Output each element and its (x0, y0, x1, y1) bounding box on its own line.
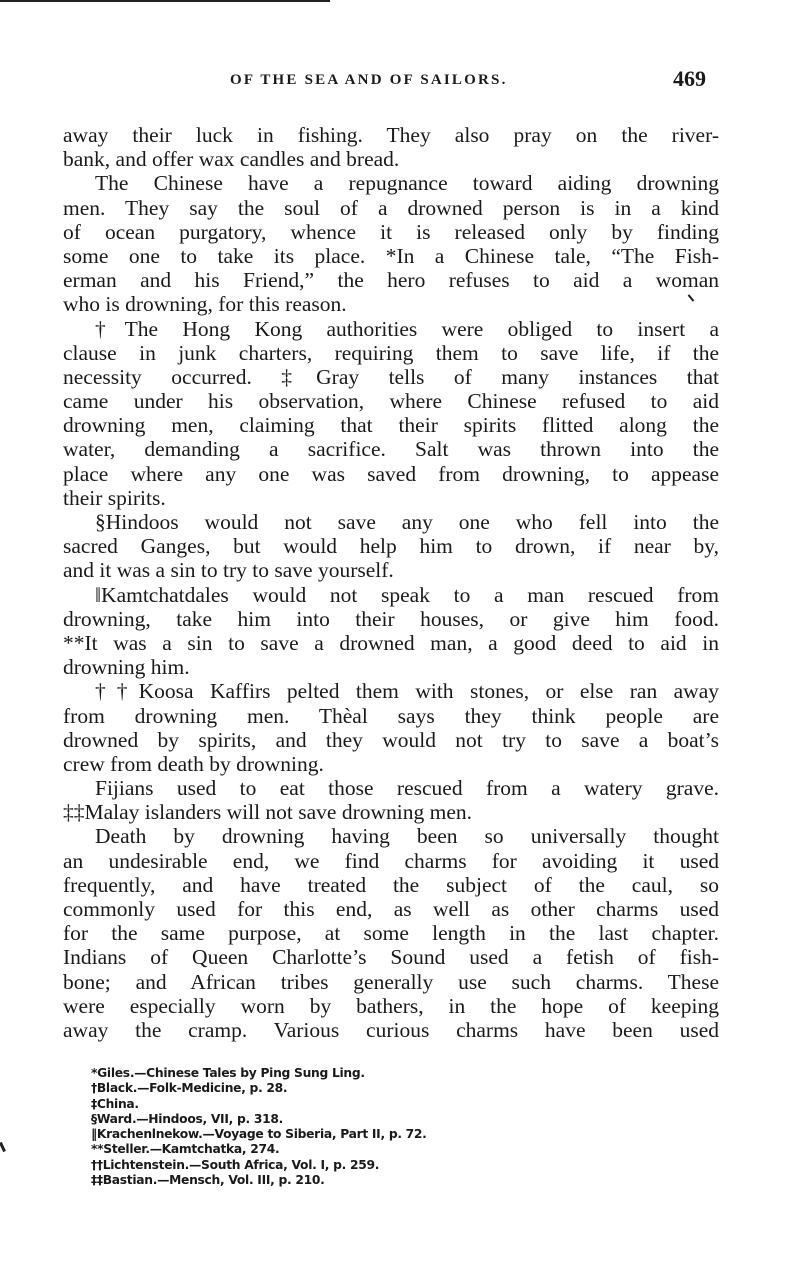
text-line: away the cramp. Various curious charms have been used (63, 1017, 719, 1042)
body-text (63, 123, 719, 1042)
text-line: clause in junk charters, requiring them to save life, if the (63, 340, 719, 365)
footnote: ‡‡Bastian.—Mensch, Vol. III, p. 210. (91, 1173, 325, 1188)
footnote: †Black.—Folk-Medicine, p. 28. (91, 1081, 288, 1096)
text-line: ‡‡Malay islanders will not save drowning men. (63, 800, 473, 825)
page-number: 469 (673, 66, 706, 91)
text-line: drowned by spirits, and they would not try to save a boat’s (63, 727, 719, 752)
footnote: §Ward.—Hindoos, VII, p. 318. (91, 1111, 283, 1126)
margin-tick (0, 1142, 6, 1152)
text-line: some one to take its place. *In a Chinese tale, “The Fish- (63, 243, 719, 268)
footnote: ‡China. (91, 1096, 139, 1111)
text-line: an undesirable end, we find charms for avoiding it used (63, 848, 719, 873)
text-line: crew from death by drowning. (63, 751, 324, 776)
text-line: who is drowning, for this reason. (63, 292, 347, 317)
text-line: commonly used for this end, as well as other charms used (63, 897, 719, 921)
text-line: bone; and African tribes generally use such charms. These (63, 969, 719, 994)
text-line: their spirits. (63, 485, 166, 510)
text-line: ††Koosa Kaffirs pelted them with stones, or else ran away (95, 679, 719, 704)
text-line: †The Hong Kong authorities were obliged to insert a (95, 316, 719, 341)
text-line: of ocean purgatory, whence it is released only by finding (63, 219, 719, 244)
text-line: for the same purpose, at some length in the last chapter. (63, 921, 719, 946)
page-header (0, 64, 795, 96)
text-line: necessity occurred. ‡Gray tells of many instances that (63, 364, 719, 389)
text-line: **It was a sin to save a drowned man, a good deed to aid in (63, 630, 719, 655)
footnote: *Giles.—Chinese Tales by Ping Sung Ling. (91, 1066, 365, 1080)
text-line: Fijians used to eat those rescued from a watery grave. (95, 776, 719, 801)
text-line: drowning, take him into their houses, or give him food. (63, 606, 719, 631)
text-line: men. They say the soul of a drowned person is in a kind (63, 195, 719, 220)
text-line: drowning men, claiming that their spirits flitted along the (63, 413, 719, 438)
text-line: place where any one was saved from drowning, to appease (63, 461, 719, 486)
text-line: and it was a sin to try to save yourself. (63, 558, 394, 583)
text-line: sacred Ganges, but would help him to drown, if near by, (63, 534, 719, 559)
footnote: ‖Krachenlnekow.—Voyage to Siberia, Part II, p. 72. (91, 1127, 427, 1142)
text-line: frequently, and have treated the subject of the caul, so (63, 872, 719, 897)
footnote: **Steller.—Kamtchatka, 274. (91, 1142, 280, 1157)
text-line: came under his observation, where Chinese refused to aid (63, 389, 719, 414)
text-line: were especially worn by bathers, in the hope of keeping (63, 993, 719, 1018)
text-line: away their luck in fishing. They also pray on the river- (63, 123, 719, 147)
text-line: ‖Kamtchatdales would not speak to a man rescued from (95, 582, 719, 607)
text-line: bank, and offer wax candles and bread. (63, 147, 400, 172)
footnotes (91, 1066, 651, 1188)
running-title: OF THE SEA AND OF SAILORS. (230, 72, 508, 88)
footnote: ††Lichtenstein.—South Africa, Vol. I, p. 259. (91, 1157, 380, 1172)
text-line: water, demanding a sacrifice. Salt was thrown into the (63, 437, 719, 462)
text-line: drowning him. (63, 655, 190, 680)
text-line: The Chinese have a repugnance toward aiding drowning (95, 171, 719, 196)
text-line: erman and his Friend,” the hero refuses to aid a woman (63, 268, 719, 293)
text-line: Indians of Queen Charlotte’s Sound used a fetish of fish- (63, 945, 719, 970)
top-rule (0, 0, 330, 2)
text-line: from drowning men. Thèal says they think people are (63, 703, 719, 728)
text-line: Death by drowning having been so universally thought (95, 824, 719, 849)
text-line: §Hindoos would not save any one who fell into the (95, 510, 719, 534)
